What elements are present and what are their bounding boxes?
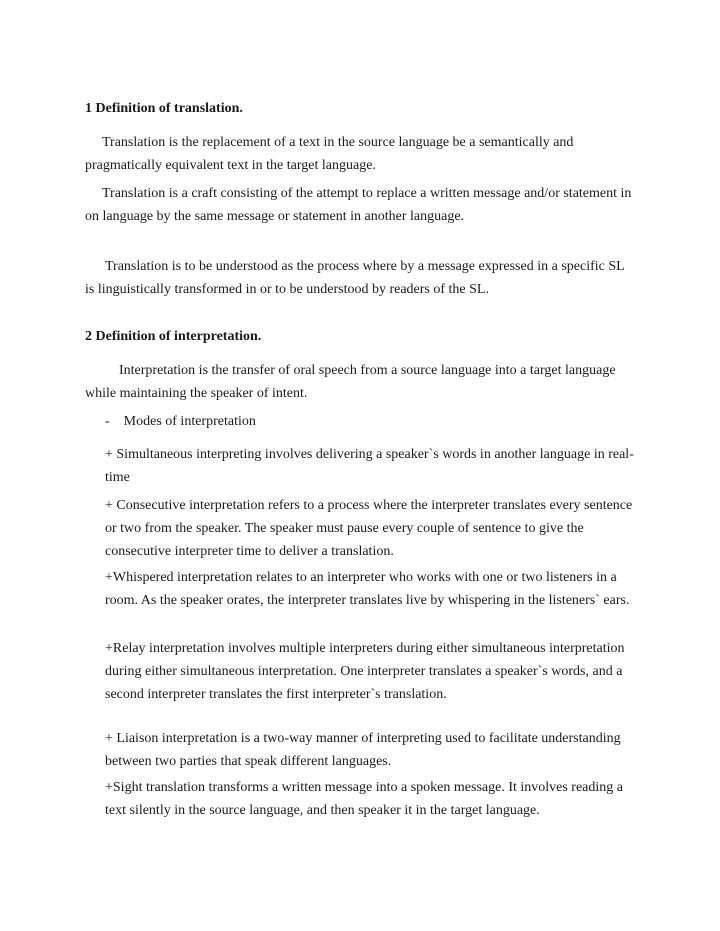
section1-paragraph-3: Translation is to be understood as the process where by a message expressed in a specific SL is linguistically transformed in or to be understood by readers of the SL. xyxy=(85,259,625,297)
section2-heading: 2 Definition of interpretation. xyxy=(85,329,262,344)
mode-relay: +Relay interpretation involves multiple interpreters during either simultaneous interpretation during either simultaneous interpretation. One interpreter translates a speaker`s words, and a second interpreter translates the first interpreter`s translation. xyxy=(105,641,625,702)
mode-consecutive: + Consecutive interpretation refers to a process where the interpreter translates every sentence or two from the speaker. The speaker must pause every couple of sentence to give the consecutive interpreter time to deliver a translation. xyxy=(105,498,633,559)
mode-whispered: +Whispered interpretation relates to an interpreter who works with one or two listeners in a room. As the speaker orates, the interpreter translates live by whispering in the listeners` ears. xyxy=(105,570,630,608)
section2-intro: Interpretation is the transfer of oral speech from a source language into a target language while maintaining the speaker of intent. xyxy=(85,363,616,401)
mode-sight: +Sight translation transforms a written message into a spoken message. It involves reading a text silently in the source language, and then speaker it in the target language. xyxy=(105,780,623,818)
section1-paragraph-1: Translation is the replacement of a text in the source language be a semantically and pragmatically equivalent text in the target language. xyxy=(85,135,574,173)
modes-label: - Modes of interpretation xyxy=(105,414,256,429)
mode-simultaneous: + Simultaneous interpreting involves delivering a speaker`s words in another language in real- time xyxy=(105,447,634,485)
section1-paragraph-2: Translation is a craft consisting of the attempt to replace a written message and/or statement in on language by the same message or statement in another language. xyxy=(85,186,632,224)
section1-heading: 1 Definition of translation. xyxy=(85,101,243,116)
mode-liaison: + Liaison interpretation is a two-way manner of interpreting used to facilitate understanding between two parties that speak different languages. xyxy=(105,731,621,769)
